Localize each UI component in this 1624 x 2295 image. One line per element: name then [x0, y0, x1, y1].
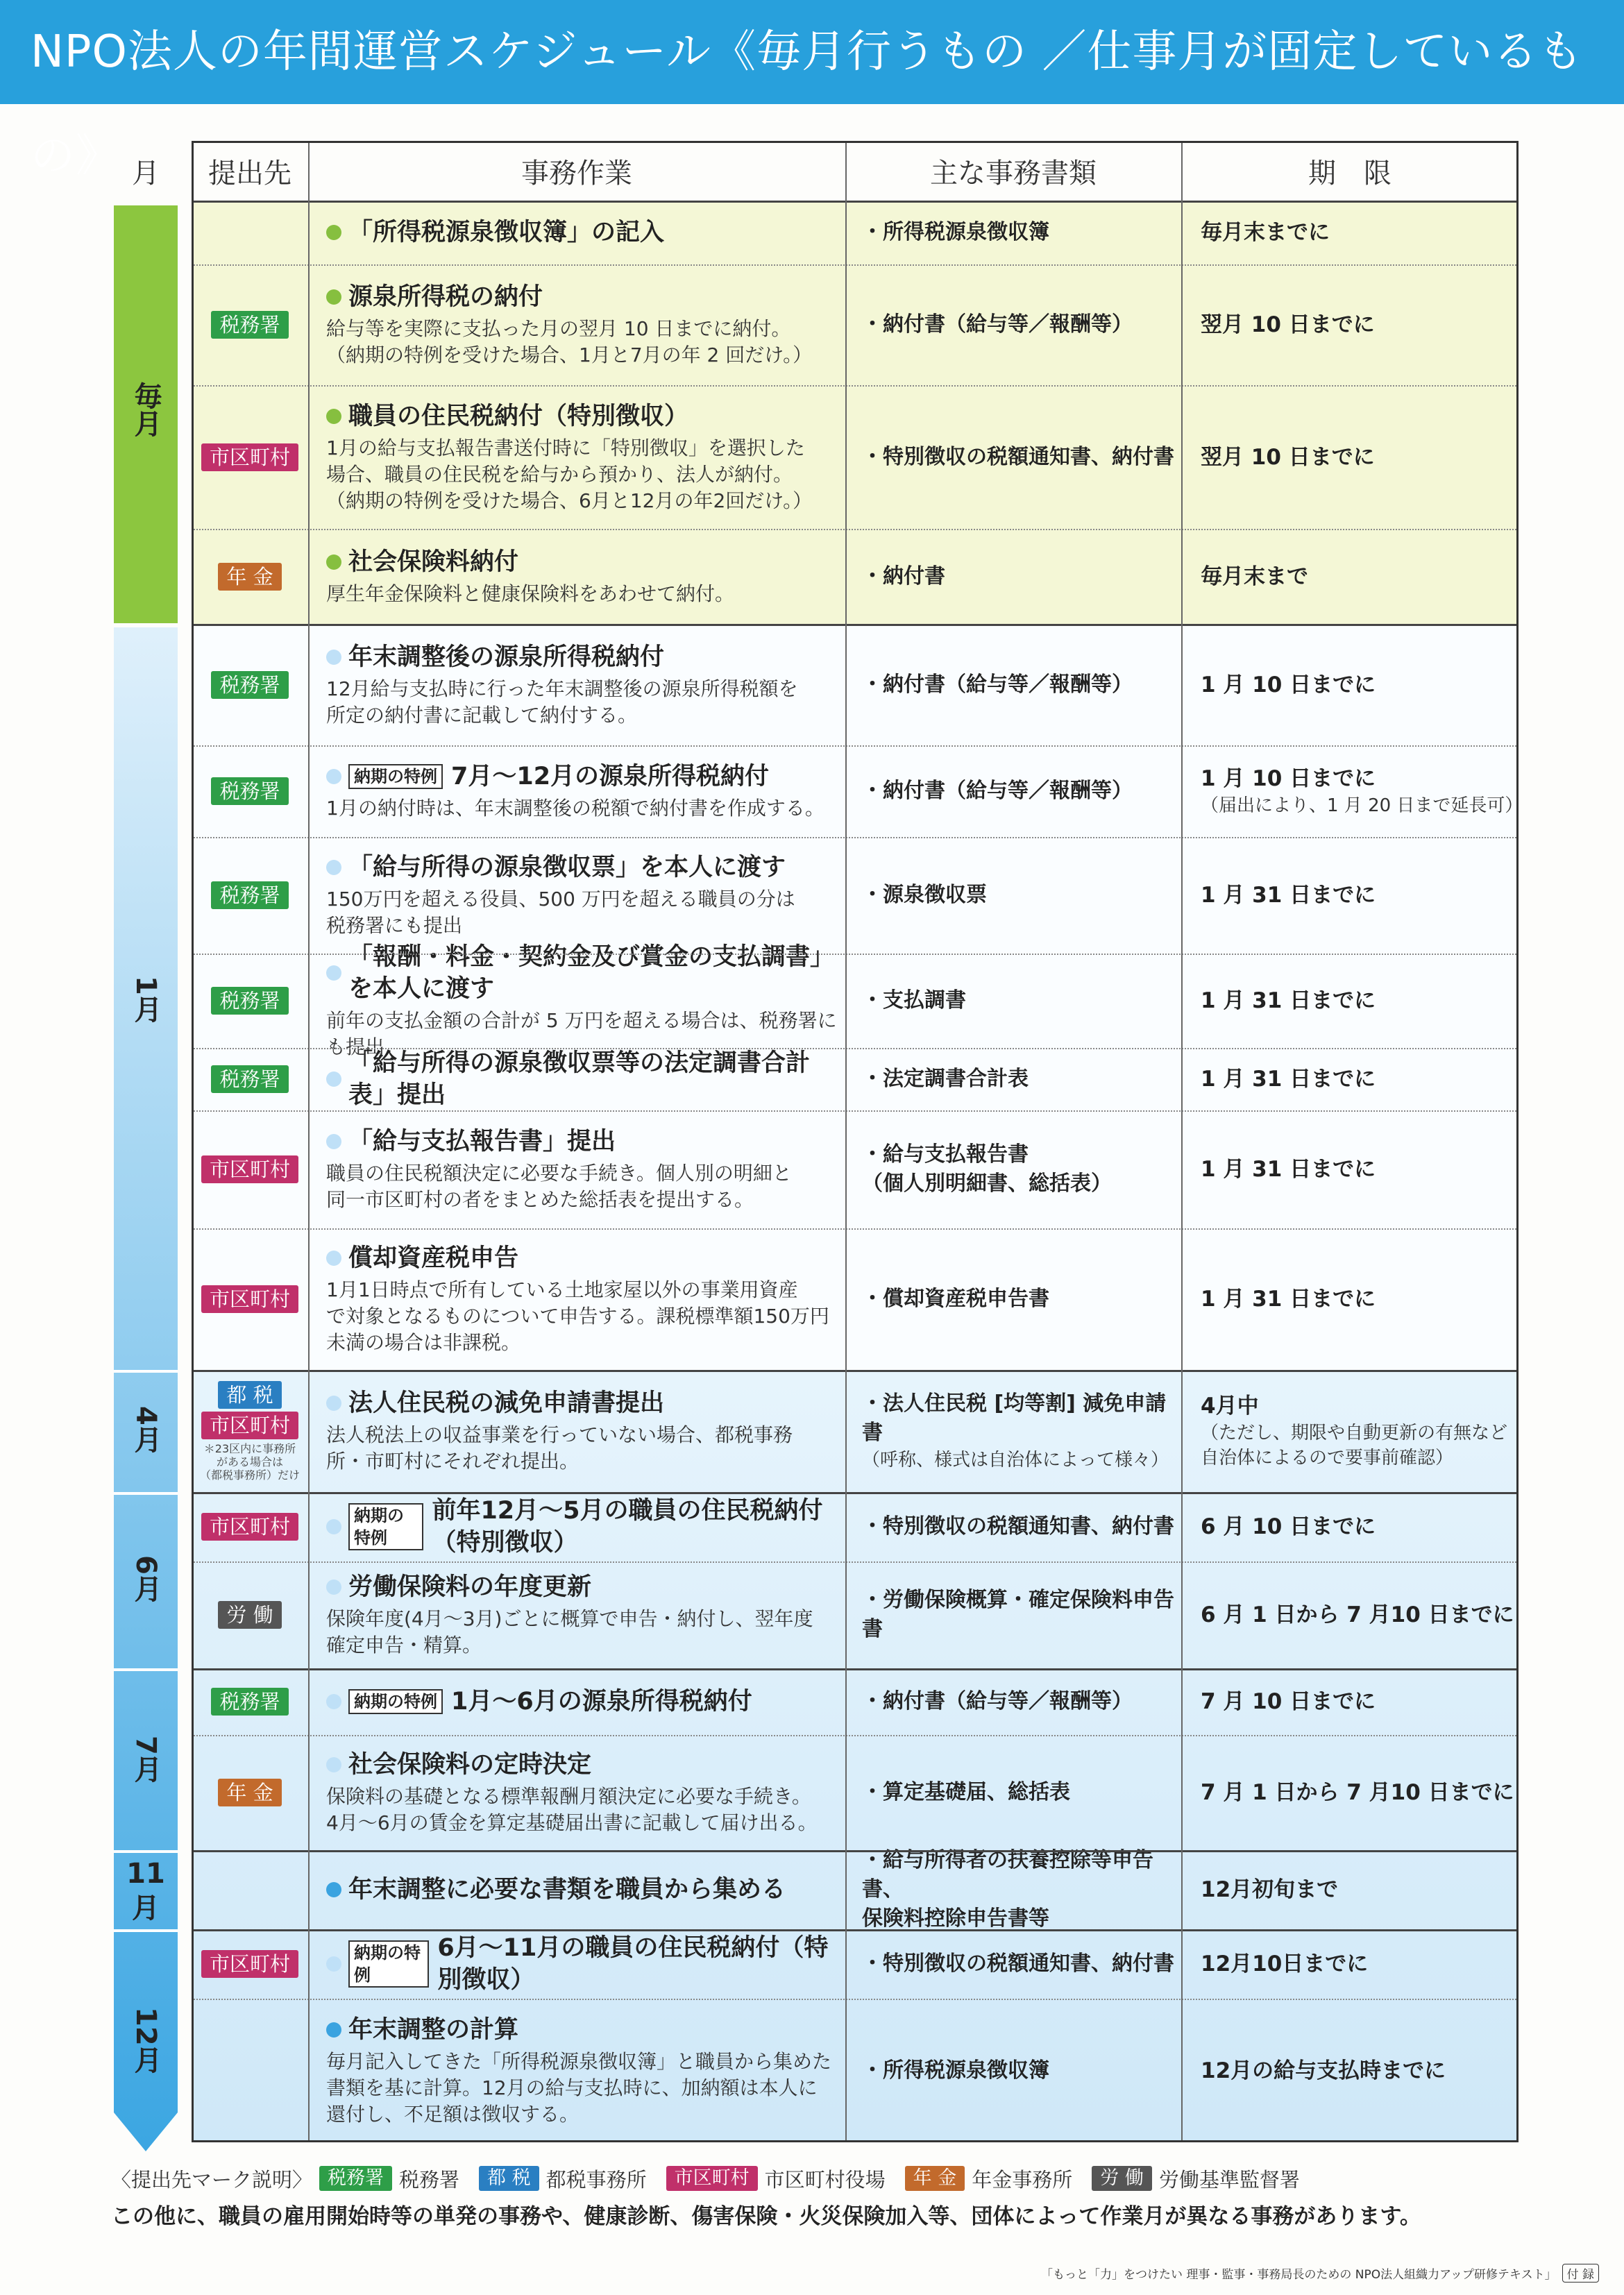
task-description: 1月の納付時は、年末調整後の税額で納付書を作成する。	[326, 797, 824, 820]
agency-tag: 税務署	[211, 1065, 288, 1093]
document-name: ・納付書（給与等／報酬等）	[862, 779, 1133, 803]
deadline: 1 月 31 日までに	[1201, 883, 1376, 908]
task-title	[326, 1686, 752, 1718]
task-title	[326, 1749, 591, 1781]
task-cell	[308, 1735, 845, 1850]
legend-label-labor: 労働基準監督署	[1158, 2167, 1300, 2192]
document-name: ・所得税源泉徴収簿	[862, 220, 1049, 244]
task-title	[326, 281, 543, 313]
task-title-text: 年末調整後の源泉所得税納付	[348, 643, 665, 671]
task-title	[326, 1932, 845, 1996]
task-title-text: 「給与支払報告書」提出	[348, 1128, 616, 1155]
task-description: 12月給与支払時に行った年末調整後の源泉所得税額を 所定の納付書に記載して納付する。	[326, 677, 798, 727]
bullet-icon	[326, 1956, 341, 1972]
task-cell	[308, 1850, 845, 1929]
task-cell	[308, 1561, 845, 1668]
agency-tag: 税務署	[211, 881, 288, 909]
deadline-cell	[1181, 837, 1519, 954]
deadline: 12月10日までに	[1201, 1951, 1369, 1976]
bullet-icon	[326, 1519, 341, 1534]
document-cell	[845, 529, 1181, 624]
task-title	[326, 941, 845, 1005]
task-title-text: 職員の住民税納付（特別徴収）	[348, 402, 689, 430]
rule	[308, 141, 310, 2142]
deadline: 1 月 10 日までに	[1201, 766, 1376, 791]
deadline-cell	[1181, 1668, 1519, 1735]
deadline-cell	[1181, 201, 1519, 264]
document-cell	[845, 837, 1181, 954]
document-cell	[845, 1929, 1181, 1999]
bullet-icon	[326, 1757, 341, 1772]
deadline-cell	[1181, 1228, 1519, 1370]
legend-label-city: 市区町村役場	[764, 2167, 886, 2192]
document-cell	[845, 1228, 1181, 1370]
deadline: 1 月 31 日までに	[1201, 1067, 1376, 1092]
task-title	[326, 761, 769, 793]
rule	[192, 1668, 1519, 1670]
document-cell	[845, 1561, 1181, 1668]
deadline-note: （届出により、1 月 20 日まで延長可）	[1201, 795, 1523, 816]
task-title	[326, 217, 664, 248]
document-cell	[845, 954, 1181, 1048]
month-sep	[114, 1929, 178, 1932]
deadline: 1 月 31 日までに	[1201, 988, 1376, 1013]
document-name: ・償却資産税申告書	[862, 1287, 1049, 1311]
credit-line	[1041, 2264, 1599, 2283]
task-title-text: 「給与所得の源泉徴収票」を本人に渡す	[348, 854, 786, 881]
table-row	[192, 943, 1519, 1058]
bullet-icon	[326, 1134, 341, 1149]
table-row	[192, 1929, 1519, 1999]
task-description: 保険料の基礎となる標準報酬月額決定に必要な手続き。 4月～6月の賃金を算定基礎届出書に記載して届け出る。	[326, 1785, 818, 1834]
agency-tag: 市区町村	[201, 1412, 298, 1439]
table-row	[192, 745, 1523, 837]
task-title-text: 7月～12月の源泉所得税納付	[451, 763, 770, 790]
task-cell	[308, 1929, 845, 1999]
document-cell	[845, 385, 1181, 529]
deadline-cell	[1181, 1999, 1519, 2142]
header-due: 期 限	[1308, 157, 1392, 189]
task-cell	[308, 1110, 845, 1228]
task-cell	[308, 1370, 845, 1492]
rule	[192, 624, 1519, 626]
credit-tag: 付 録	[1562, 2264, 1599, 2283]
header-month: 月	[132, 157, 160, 189]
agency-tag: 市区町村	[201, 1513, 298, 1541]
task-title	[326, 400, 688, 432]
task-description: 職員の住民税額決定に必要な手続き。個人別の明細と 同一市区町村の者をまとめた総括表を提出する。	[326, 1162, 792, 1211]
agency-cell	[192, 1370, 308, 1492]
task-title-text: 「報酬・料金・契約金及び賞金の支払調書」を本人に渡す	[348, 943, 835, 1003]
task-title	[326, 1495, 845, 1559]
deadline: 12月初旬まで	[1201, 1877, 1339, 1902]
deadline: 1 月 10 日までに	[1201, 672, 1376, 697]
task-title	[326, 1242, 518, 1274]
legend-label-tax: 税務署	[399, 2167, 460, 2192]
header-docs: 主な事務書類	[930, 157, 1097, 189]
agency-tag: 年 金	[218, 1779, 281, 1806]
rule	[192, 1048, 1519, 1049]
agency-cell	[192, 1999, 308, 2142]
legend-tag-labor: 労 働	[1092, 2166, 1152, 2191]
agency-note: ＊23区内に事務所 がある場合は （都税事務所）だけ	[199, 1441, 300, 1482]
table-row	[192, 1561, 1519, 1668]
task-cell	[308, 1228, 845, 1370]
task-title-text: 前年12月～5月の職員の住民税納付（特別徴収）	[432, 1497, 823, 1557]
task-title-text: 社会保険料の定時決定	[348, 1751, 592, 1779]
special-payment-badge: 納期の特例	[348, 1503, 423, 1550]
task-title	[326, 1571, 591, 1603]
task-title-text: 源泉所得税の納付	[348, 283, 543, 311]
month-sep	[114, 1492, 178, 1495]
document-cell	[845, 1048, 1181, 1110]
task-cell	[308, 745, 845, 837]
document-name: ・納付書（給与等／報酬等）	[862, 1689, 1133, 1713]
agency-legend	[111, 2161, 1312, 2196]
document-name: ・納付書	[862, 564, 945, 588]
task-title	[326, 1874, 786, 1906]
table-row	[192, 1110, 1519, 1228]
special-payment-badge: 納期の特例	[348, 1940, 429, 1988]
task-title	[326, 852, 786, 883]
task-description: 給与等を実際に支払った月の翌月 10 日までに納付。 （納期の特例を受けた場合、1月と7月の年 2 回だけ。）	[326, 317, 813, 366]
table-row	[192, 1999, 1519, 2142]
agency-tag: 市区町村	[201, 443, 298, 471]
document-name: ・給与所得者の扶養控除等申告書、 保険料控除申告書等	[862, 1848, 1153, 1931]
agency-cell	[192, 1850, 308, 1929]
rule	[192, 264, 1519, 266]
rule	[192, 1370, 1519, 1372]
bullet-icon	[326, 2022, 341, 2038]
credit-text: 「もっと「力」をつけたい 理事・監事・事務局長のための NPO法人組織力アップ研修テキスト」	[1040, 2268, 1557, 2282]
legend-tag-tax: 税務署	[319, 2166, 392, 2191]
document-cell	[845, 1110, 1181, 1228]
deadline: 12月の給与支払時までに	[1201, 2058, 1446, 2083]
month-jul: 7月	[130, 1736, 162, 1783]
agency-tag: 市区町村	[201, 1285, 298, 1313]
table-row	[192, 201, 1519, 264]
bullet-icon	[326, 965, 341, 981]
task-title	[326, 2014, 518, 2046]
task-description: 1月の給与支払報告書送付時に「特別徴収」を選択した 場合、職員の住民税を給与から預かり、法人が納付。 （納期の特例を受けた場合、6月と12月の年2回だけ。）	[326, 436, 813, 512]
document-name: ・特別徴収の税額通知書、納付書	[862, 1951, 1174, 1976]
table-row	[192, 529, 1519, 624]
table-row	[192, 624, 1519, 745]
document-name: ・算定基礎届、総括表	[862, 1780, 1070, 1804]
task-cell	[308, 943, 845, 1058]
agency-tag: 都 税	[218, 1381, 281, 1409]
agency-cell	[192, 1110, 308, 1228]
bullet-icon	[326, 1694, 341, 1709]
header-task: 事務作業	[521, 157, 632, 189]
rule	[192, 954, 1519, 955]
rule	[192, 201, 1519, 203]
agency-cell	[192, 1929, 308, 1999]
deadline-cell	[1181, 1492, 1519, 1561]
deadline-cell	[1181, 1561, 1519, 1668]
document-note: （呼称、様式は自治体によって様々）	[862, 1450, 1169, 1471]
document-name: ・所得税源泉徴収簿	[862, 2058, 1049, 2083]
rule	[192, 1999, 1519, 2000]
task-cell	[308, 1999, 845, 2142]
month-dec: 12月	[130, 2007, 162, 2074]
agency-cell	[192, 954, 308, 1048]
document-name: ・源泉徴収票	[862, 883, 987, 907]
agency-tag: 税務署	[211, 1688, 288, 1716]
footer-note: この他に、職員の雇用開始時等の単発の事務や、健康診断、傷害保険・火災保険加入等、団体によって作業月が異なる事務があります。	[111, 2204, 1421, 2229]
document-name: ・支払調書	[862, 988, 966, 1013]
document-cell	[845, 1999, 1181, 2142]
task-description: 保険年度(4月～3月)ごとに概算で申告・納付し、翌年度 確定申告・精算。	[326, 1607, 813, 1657]
task-cell	[308, 624, 845, 745]
agency-tag: 税務署	[211, 987, 288, 1015]
agency-tag: 市区町村	[201, 1950, 298, 1978]
bullet-icon	[326, 409, 341, 424]
deadline: 6 月 1 日から 7 月10 日までに	[1201, 1602, 1514, 1627]
table-row	[192, 837, 1519, 954]
deadline-cell	[1181, 264, 1519, 385]
agency-tag: 税務署	[211, 311, 288, 339]
bullet-icon	[326, 1251, 341, 1266]
task-cell	[308, 385, 845, 529]
rule	[192, 1929, 1519, 1931]
document-cell	[845, 624, 1181, 745]
document-cell	[845, 201, 1181, 264]
special-payment-badge: 納期の特例	[348, 764, 443, 789]
legend-caption: 〈提出先マーク説明〉	[111, 2167, 313, 2192]
deadline: 毎月末まで	[1201, 564, 1308, 589]
agency-cell	[192, 201, 308, 264]
agency-cell	[192, 1668, 308, 1735]
month-jan: 1月	[130, 976, 162, 1023]
rule	[192, 1735, 1519, 1736]
task-cell	[308, 1668, 845, 1735]
deadline: 7 月 10 日までに	[1201, 1689, 1376, 1714]
document-name: ・特別徴収の税額通知書、納付書	[862, 444, 1174, 469]
task-cell	[308, 264, 845, 385]
agency-tag: 市区町村	[201, 1155, 298, 1183]
task-description: 前年の支払金額の合計が 5 万円を超える場合は、税務署にも提出	[326, 1009, 837, 1058]
deadline: 1 月 31 日までに	[1201, 1287, 1376, 1312]
task-description: 毎月記入してきた「所得税源泉徴収簿」と職員から集めた 書類を基に計算。12月の給与支払時に、加納額は本人に 還付し、不足額は徴収する。	[326, 2049, 832, 2126]
special-payment-badge: 納期の特例	[348, 1689, 443, 1714]
agency-cell	[192, 1048, 308, 1110]
rule	[192, 745, 1519, 747]
table-row	[192, 1370, 1519, 1492]
deadline-cell	[1181, 745, 1523, 837]
table-row	[192, 1492, 1519, 1561]
task-title-text: 労働保険料の年度更新	[348, 1573, 592, 1601]
task-title-text: 償却資産税申告	[348, 1244, 519, 1272]
rule	[192, 1110, 1519, 1112]
agency-tag: 労 働	[218, 1601, 281, 1629]
legend-label-pension: 年金事務所	[972, 2167, 1073, 2192]
deadline: 4月中	[1201, 1394, 1259, 1419]
document-name: ・納付書（給与等／報酬等）	[862, 672, 1133, 697]
task-title	[326, 641, 664, 673]
task-title-text: 社会保険料納付	[348, 548, 519, 576]
table-row	[192, 385, 1519, 529]
month-sep	[114, 1850, 178, 1853]
rule	[192, 1850, 1519, 1852]
agency-cell	[192, 837, 308, 954]
document-cell	[845, 264, 1181, 385]
task-title-text: 年末調整に必要な書類を職員から集める	[348, 1876, 786, 1904]
deadline-cell	[1181, 624, 1519, 745]
agency-cell	[192, 385, 308, 529]
task-cell	[308, 201, 845, 264]
document-cell	[845, 1735, 1181, 1850]
document-name: ・給与支払報告書 （個人別明細書、総括表）	[862, 1142, 1112, 1196]
month-jun: 6月	[130, 1555, 162, 1602]
deadline-cell	[1181, 1048, 1519, 1110]
document-cell	[845, 1492, 1181, 1561]
agency-cell	[192, 1561, 308, 1668]
table-row	[192, 1228, 1519, 1370]
task-title	[326, 1126, 616, 1158]
table-row	[192, 1850, 1519, 1929]
document-cell	[845, 1370, 1181, 1492]
task-description: 法人税法上の収益事業を行っていない場合、都税事務 所・市町村にそれぞれ提出。	[326, 1423, 793, 1473]
agency-cell	[192, 529, 308, 624]
bullet-icon	[326, 1882, 341, 1897]
deadline-cell	[1181, 1110, 1519, 1228]
deadline-cell	[1181, 1929, 1519, 1999]
deadline-cell	[1181, 1735, 1519, 1850]
rule	[192, 837, 1519, 838]
task-description: 150万円を超える役員、500 万円を超える職員の分は 税務署にも提出	[326, 888, 795, 937]
task-title	[326, 546, 518, 578]
table-row	[192, 1735, 1519, 1850]
task-title	[326, 1047, 845, 1111]
bullet-icon	[326, 1580, 341, 1595]
task-title-text: 年末調整の計算	[348, 2015, 519, 2044]
bullet-icon	[326, 769, 341, 784]
agency-cell	[192, 745, 308, 837]
month-sep	[114, 1668, 178, 1671]
deadline: 6 月 10 日までに	[1201, 1514, 1376, 1539]
agency-tag: 年 金	[218, 563, 281, 591]
task-cell	[308, 529, 845, 624]
deadline-cell	[1181, 1370, 1519, 1492]
task-title-text: 6月～11月の職員の住民税納付（特別徴収）	[437, 1934, 829, 1994]
document-name: ・法定調書合計表	[862, 1067, 1029, 1091]
bullet-icon	[326, 1072, 341, 1087]
table-row	[192, 1668, 1519, 1735]
deadline-cell	[1181, 1850, 1519, 1929]
deadline-cell	[1181, 954, 1519, 1048]
task-title-text: 「所得税源泉徴収簿」の記入	[348, 219, 665, 246]
task-title-text: 1月～6月の源泉所得税納付	[451, 1688, 752, 1716]
agency-tag: 税務署	[211, 671, 288, 699]
bullet-icon	[326, 225, 341, 240]
document-name: ・特別徴収の税額通知書、納付書	[862, 1514, 1174, 1539]
task-description: 1月1日時点で所有している土地家屋以外の事業用資産 で対象となるものについて申告する。課税標準額150万円 未満の場合は非課税。	[326, 1278, 829, 1354]
rule	[192, 1492, 1519, 1494]
task-title	[326, 1387, 664, 1419]
rule	[192, 385, 1519, 387]
table-row	[192, 1048, 1519, 1110]
document-cell	[845, 1850, 1181, 1929]
bullet-icon	[326, 554, 341, 570]
table-row	[192, 264, 1519, 385]
page-title: NPO法人の年間運営スケジュール《毎月行うもの ／仕事月が固定しているもの》	[0, 0, 1624, 104]
month-nov: 11月	[126, 1858, 165, 1924]
legend-tag-metro: 都 税	[479, 2166, 539, 2191]
bullet-icon	[326, 860, 341, 875]
rule	[192, 1228, 1519, 1230]
legend-tag-pension: 年 金	[905, 2166, 965, 2191]
agency-cell	[192, 624, 308, 745]
deadline: 毎月末までに	[1201, 220, 1330, 245]
deadline-cell	[1181, 529, 1519, 624]
agency-tag: 税務署	[211, 777, 288, 805]
rule	[192, 1561, 1519, 1563]
task-cell	[308, 1492, 845, 1561]
bullet-icon	[326, 1396, 341, 1411]
deadline: 翌月 10 日までに	[1201, 312, 1375, 337]
deadline: 7 月 1 日から 7 月10 日までに	[1201, 1780, 1514, 1805]
legend-tag-city: 市区町村	[666, 2166, 758, 2191]
rule	[192, 529, 1519, 530]
bullet-icon	[326, 650, 341, 665]
task-cell	[308, 1048, 845, 1110]
task-cell	[308, 837, 845, 954]
month-sep	[114, 1370, 178, 1373]
month-every: 毎月	[130, 382, 162, 437]
agency-cell	[192, 1228, 308, 1370]
document-cell	[845, 745, 1181, 837]
task-description: 厚生年金保険料と健康保険料をあわせて納付。	[326, 582, 735, 605]
rule	[845, 141, 847, 2142]
agency-cell	[192, 1735, 308, 1850]
deadline-cell	[1181, 385, 1519, 529]
legend-label-metro: 都税事務所	[545, 2167, 647, 2192]
bullet-icon	[326, 289, 341, 305]
agency-cell	[192, 264, 308, 385]
agency-cell	[192, 1492, 308, 1561]
header-agency: 提出先	[208, 157, 291, 189]
deadline-note: （ただし、期限や自動更新の有無など 自治体によるので要事前確認）	[1201, 1423, 1508, 1468]
month-apr: 4月	[130, 1406, 162, 1453]
document-name: ・労働保険概算・確定保険料申告書	[862, 1588, 1174, 1641]
rule	[1181, 141, 1183, 2142]
document-name: ・法人住民税 [均等割] 減免申請書	[862, 1391, 1167, 1445]
task-title-text: 「給与所得の源泉徴収票等の法定調書合計表」提出	[348, 1049, 811, 1109]
task-title-text: 法人住民税の減免申請書提出	[348, 1389, 665, 1417]
document-name: ・納付書（給与等／報酬等）	[862, 312, 1133, 337]
deadline: 翌月 10 日までに	[1201, 444, 1375, 470]
deadline: 1 月 31 日までに	[1201, 1157, 1376, 1182]
document-cell	[845, 1668, 1181, 1735]
